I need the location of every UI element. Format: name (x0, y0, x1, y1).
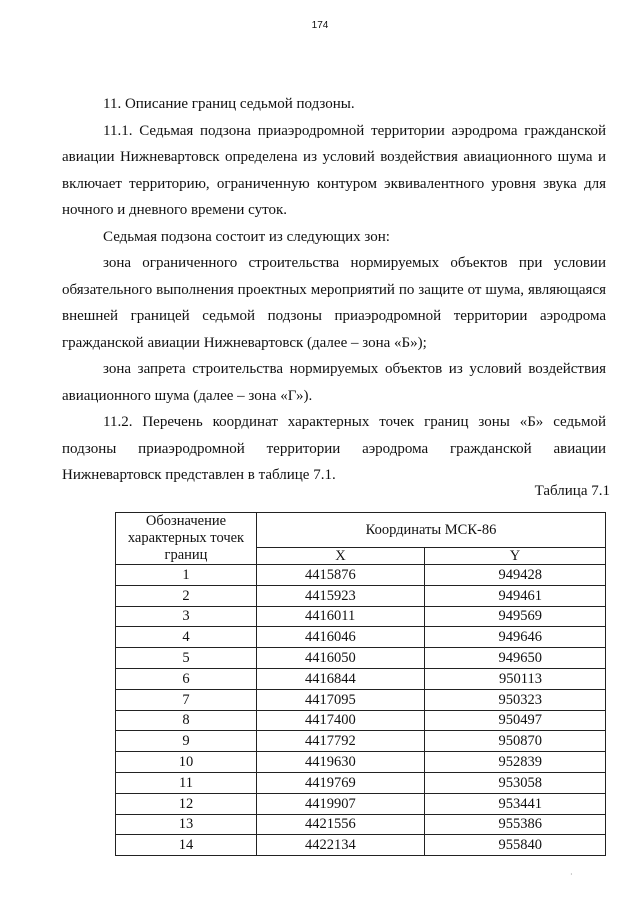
y-coordinate-cell: 949428 (424, 565, 605, 586)
table-row (116, 668, 606, 689)
table-row (116, 689, 606, 710)
paragraph-zone-b: зона ограниченного строительства нормируемых объектов при условии обязательного выполнения проектных мероприятий по защите от шума, являющаяся внешней границей седьмой подзоны приаэродромной территории аэродрома гражданской авиации Нижневартовск (далее – зона «Б»); (62, 255, 606, 351)
paragraph-zone-g: зона запрета строительства нормируемых объектов из условий воздействия авиационного шума (далее – зона «Г»). (62, 361, 606, 404)
page-number: 174 (311, 20, 329, 31)
table-row (116, 565, 606, 586)
x-coordinate-cell: 4416844 (257, 668, 425, 689)
x-coordinate-cell: 4416011 (257, 606, 425, 627)
x-coordinate-cell: 4417400 (257, 710, 425, 731)
table-row (116, 772, 606, 793)
table-row (116, 752, 606, 773)
table-row (116, 835, 606, 856)
table-row (116, 793, 606, 814)
y-coordinate-cell: 949646 (424, 627, 605, 648)
coordinates-table (115, 512, 606, 856)
x-coordinate-cell: 4419907 (257, 793, 425, 814)
point-number-cell: 7 (116, 689, 257, 710)
x-coordinate-cell: 4421556 (257, 814, 425, 835)
scan-mark: · (570, 870, 573, 879)
x-coordinate-cell: 4417792 (257, 731, 425, 752)
x-coordinate-cell: 4415876 (257, 565, 425, 586)
x-coordinate-cell: 4416046 (257, 627, 425, 648)
x-coordinate-cell: 4417095 (257, 689, 425, 710)
paragraph-11-2-line2: подзоны приаэродромной территории аэродрома гражданской авиации (62, 440, 606, 457)
point-number-cell: 4 (116, 627, 257, 648)
table-row (116, 731, 606, 752)
header-y: Y (424, 548, 605, 565)
x-coordinate-cell: 4415923 (257, 585, 425, 606)
point-number-cell: 12 (116, 793, 257, 814)
y-coordinate-cell: 949461 (424, 585, 605, 606)
section-heading: 11. Описание границ седьмой подзоны. (103, 96, 355, 112)
y-coordinate-cell: 950113 (424, 668, 605, 689)
y-coordinate-cell: 949650 (424, 648, 605, 669)
y-coordinate-cell: 955386 (424, 814, 605, 835)
document-body (62, 91, 606, 489)
paragraph-11-2-line1: 11.2. Перечень координат характерных точек границ зоны «Б» седьмой (103, 414, 606, 430)
table-row (116, 585, 606, 606)
x-coordinate-cell: 4419630 (257, 752, 425, 773)
point-number-cell: 1 (116, 565, 257, 586)
paragraph-11-2-line3: Нижневартовск представлен в таблице 7.1. (62, 467, 336, 483)
point-number-cell: 8 (116, 710, 257, 731)
paragraph-composition: Седьмая подзона состоит из следующих зон: (103, 228, 390, 245)
x-coordinate-cell: 4422134 (257, 835, 425, 856)
y-coordinate-cell: 950497 (424, 710, 605, 731)
table-caption: Таблица 7.1 (534, 483, 610, 499)
table-row (116, 606, 606, 627)
y-coordinate-cell: 955840 (424, 835, 605, 856)
y-coordinate-cell: 952839 (424, 752, 605, 773)
point-number-cell: 5 (116, 648, 257, 669)
point-number-cell: 6 (116, 668, 257, 689)
header-coordinates: Координаты МСК-86 (257, 513, 606, 548)
point-number-cell: 13 (116, 814, 257, 835)
x-coordinate-cell: 4416050 (257, 648, 425, 669)
header-point-designation: Обозначение характерных точек границ (116, 513, 257, 565)
table-body (116, 565, 606, 856)
y-coordinate-cell: 950870 (424, 731, 605, 752)
header-x: X (257, 548, 425, 565)
table-row (116, 648, 606, 669)
point-number-cell: 10 (116, 752, 257, 773)
x-coordinate-cell: 4419769 (257, 772, 425, 793)
y-coordinate-cell: 953058 (424, 772, 605, 793)
point-number-cell: 11 (116, 772, 257, 793)
table-row (116, 627, 606, 648)
y-coordinate-cell: 949569 (424, 606, 605, 627)
point-number-cell: 14 (116, 835, 257, 856)
y-coordinate-cell: 953441 (424, 793, 605, 814)
point-number-cell: 3 (116, 606, 257, 627)
point-number-cell: 2 (116, 585, 257, 606)
y-coordinate-cell: 950323 (424, 689, 605, 710)
table-row (116, 814, 606, 835)
paragraph-11-1: 11.1. Седьмая подзона приаэродромной территории аэродрома гражданской авиации Нижневартовск определена из условий воздействия авиационного шума и включает территорию, ограниченную контуром эквивалентного уровня звука для ночного и дневного времени суток. (62, 122, 606, 218)
table-row (116, 710, 606, 731)
point-number-cell: 9 (116, 731, 257, 752)
